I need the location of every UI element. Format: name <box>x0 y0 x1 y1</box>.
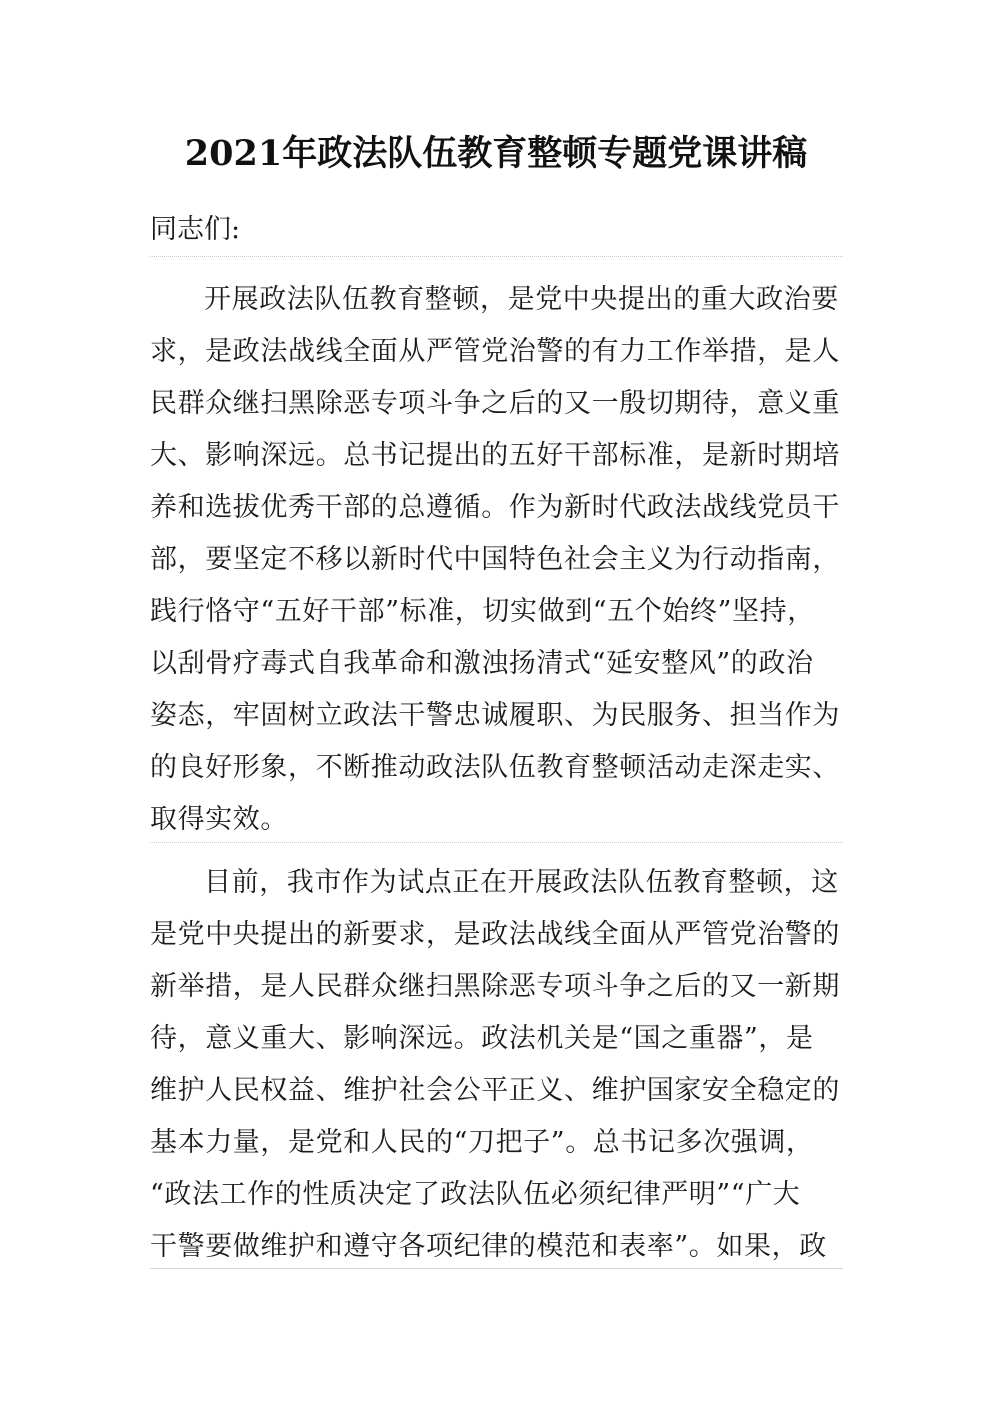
separator-rule <box>150 842 843 843</box>
paragraph-line: 新举措，是人民群众继扫黑除恶专项斗争之后的又一新期 <box>150 971 840 1002</box>
paragraph-line: 姿态，牢固树立政法干警忠诚履职、为民服务、担当作为 <box>150 700 840 731</box>
paragraph-line: 是党中央提出的新要求，是政法战线全面从严管党治警的 <box>150 919 840 950</box>
salutation: 同志们: <box>150 214 241 245</box>
paragraph-line: 求，是政法战线全面从严管党治警的有力工作举措，是人 <box>150 336 840 367</box>
page-bottom-rule <box>150 1268 843 1269</box>
paragraph-line: 以刮骨疗毒式自我革命和激浊扬清式“延安整风”的政治 <box>150 648 814 679</box>
paragraph-line: 取得实效。 <box>150 804 288 835</box>
paragraph-line: 基本力量，是党和人民的“刀把子”。总书记多次强调， <box>150 1127 814 1158</box>
document-title: 2021年政法队伍教育整顿专题党课讲稿 <box>184 133 808 174</box>
paragraph-line: 践行恪守“五好干部”标准，切实做到“五个始终”坚持， <box>150 596 815 627</box>
paragraph-line: 部，要坚定不移以新时代中国特色社会主义为行动指南， <box>150 544 840 575</box>
separator-rule <box>150 256 843 257</box>
paragraph-line: “政法工作的性质决定了政法队伍必须纪律严明”“广大 <box>150 1179 801 1210</box>
paragraph-2 <box>150 857 850 1273</box>
paragraph-1 <box>150 274 850 846</box>
paragraph-line: 目前，我市作为试点正在开展政法队伍教育整顿，这 <box>204 867 839 898</box>
paragraph-line: 的良好形象，不断推动政法队伍教育整顿活动走深走实、 <box>150 752 840 783</box>
paragraph-line: 民群众继扫黑除恶专项斗争之后的又一殷切期待，意义重 <box>150 388 840 419</box>
paragraph-line: 维护人民权益、维护社会公平正义、维护国家安全稳定的 <box>150 1075 840 1106</box>
paragraph-line: 干警要做维护和遵守各项纪律的模范和表率”。如果，政 <box>150 1231 827 1262</box>
paragraph-line: 大、影响深远。总书记提出的五好干部标准，是新时期培 <box>150 440 840 471</box>
paragraph-line: 待，意义重大、影响深远。政法机关是“国之重器”，是 <box>150 1023 814 1054</box>
paragraph-line: 开展政法队伍教育整顿，是党中央提出的重大政治要 <box>204 284 839 315</box>
paragraph-line: 养和选拔优秀干部的总遵循。作为新时代政法战线党员干 <box>150 492 840 523</box>
